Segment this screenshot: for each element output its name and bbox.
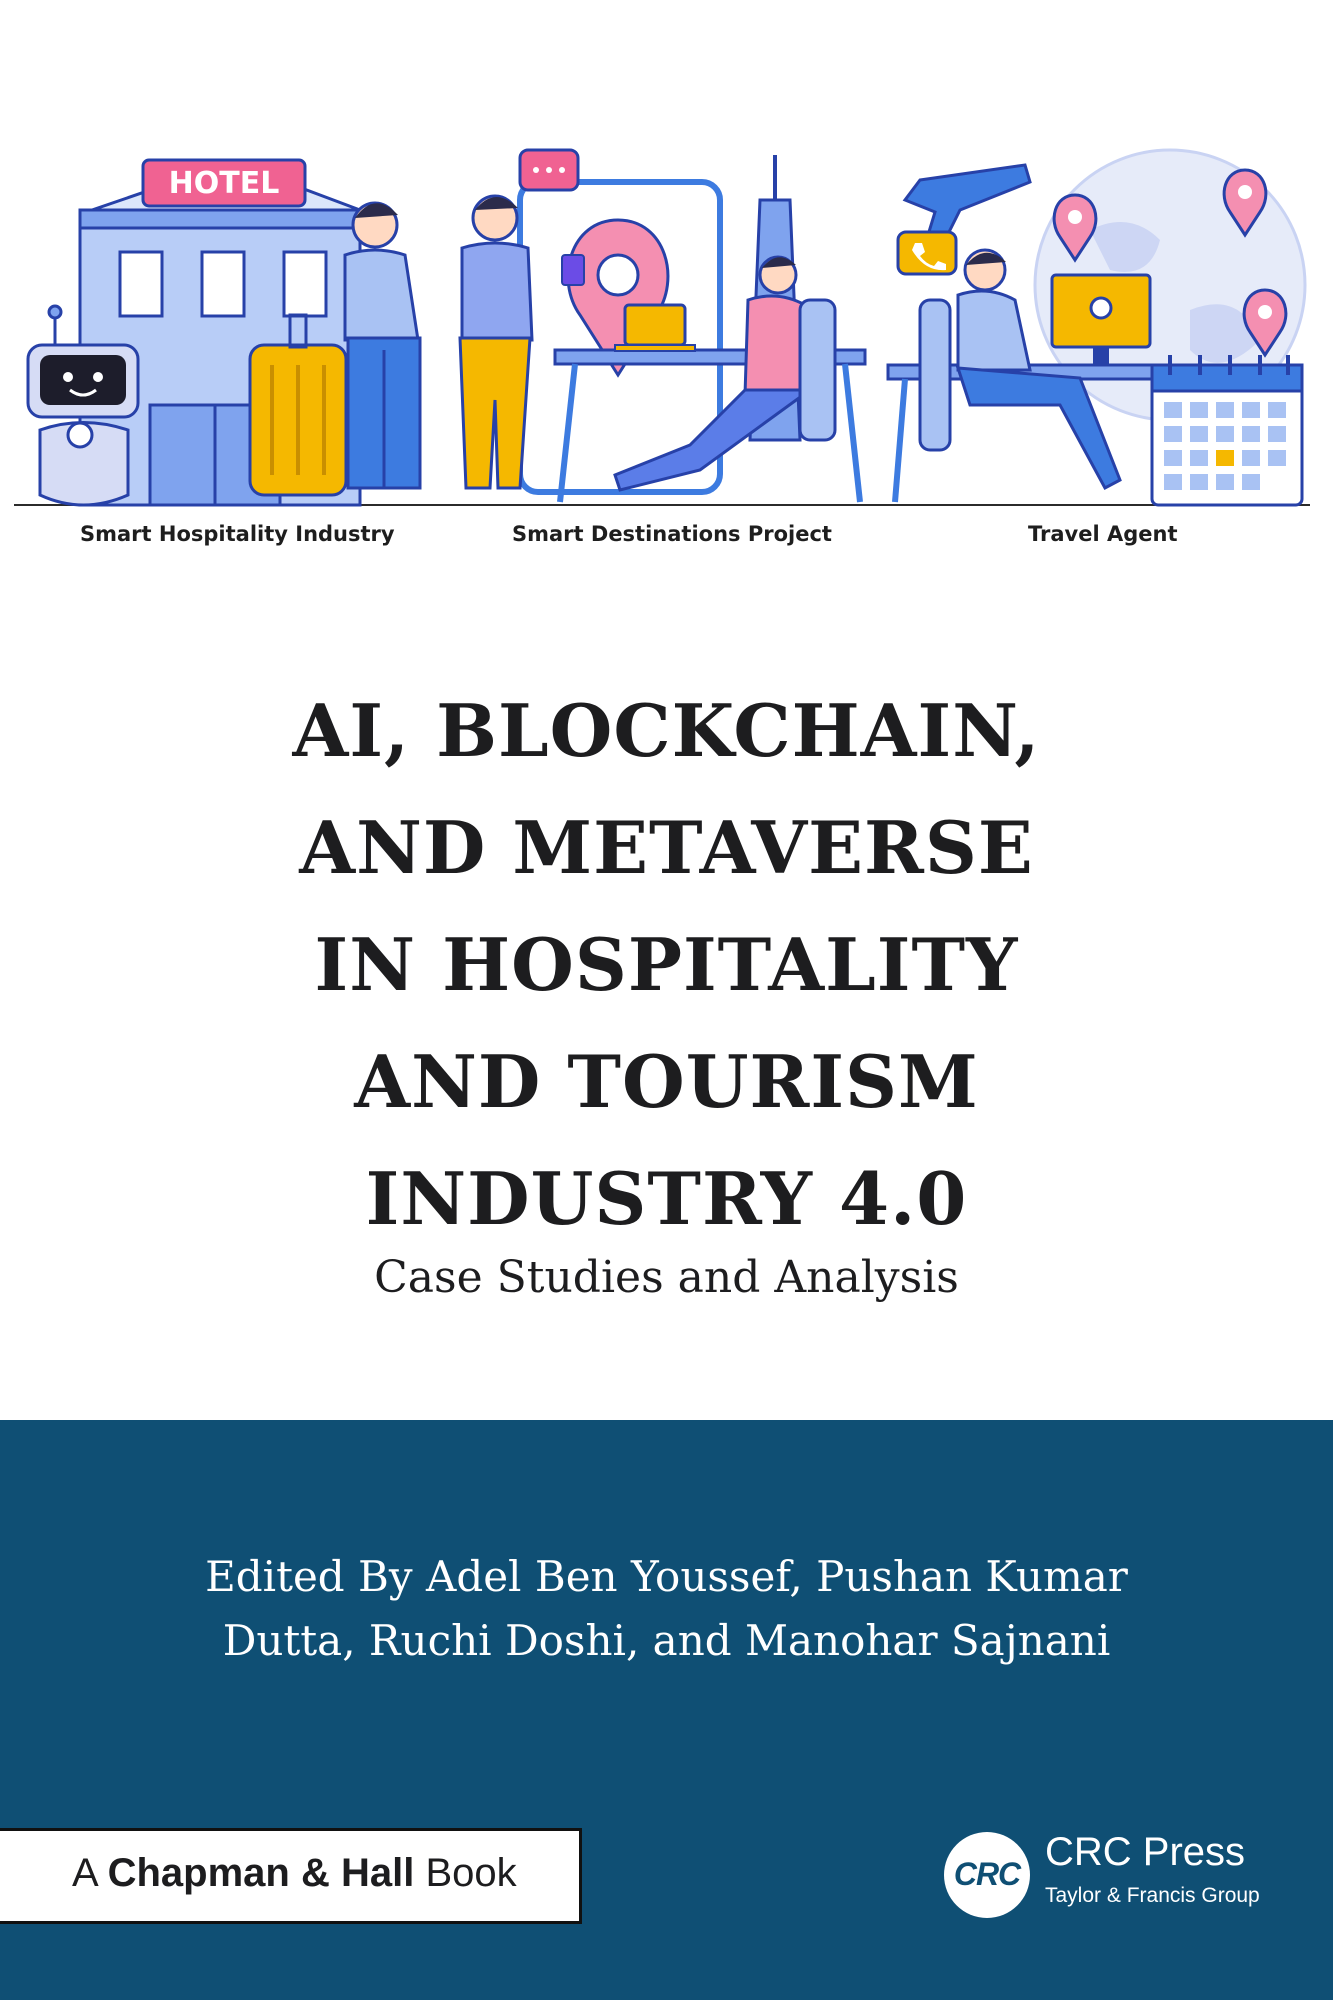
title-line: AND METAVERSE xyxy=(299,805,1034,890)
caption-smart-hospitality: Smart Hospitality Industry xyxy=(80,522,395,546)
series-suffix: Book xyxy=(425,1851,517,1895)
editors-line: Dutta, Ruchi Doshi, and Manohar Sajnani xyxy=(222,1616,1111,1665)
caption-travel-agent: Travel Agent xyxy=(1028,522,1178,546)
book-title xyxy=(0,672,1333,1257)
series-prefix: A xyxy=(72,1851,97,1895)
calendar-icon xyxy=(1152,355,1302,505)
laptop-icon xyxy=(615,305,695,351)
series-name: Chapman & Hall xyxy=(107,1851,415,1895)
caption-smart-destinations: Smart Destinations Project xyxy=(512,522,832,546)
title-line: IN HOSPITALITY xyxy=(314,922,1019,1007)
crc-logo-text: CRC xyxy=(953,1856,1021,1892)
series-badge xyxy=(0,1828,582,1924)
editors-line: Edited By Adel Ben Youssef, Pushan Kumar xyxy=(205,1552,1128,1601)
editors xyxy=(0,1545,1333,1673)
title-line: AND TOURISM xyxy=(354,1039,979,1124)
illustration xyxy=(0,140,1333,520)
book-subtitle: Case Studies and Analysis xyxy=(374,1252,959,1303)
title-line: AI, BLOCKCHAIN, xyxy=(292,688,1041,773)
crc-logo-icon xyxy=(944,1832,1030,1918)
series-label xyxy=(72,1851,517,1896)
phone-call-icon xyxy=(898,232,956,274)
hotel-sign: HOTEL xyxy=(168,166,280,201)
publisher-name: CRC Press xyxy=(1045,1830,1246,1874)
title-line: INDUSTRY 4.0 xyxy=(365,1156,968,1241)
publisher-group: Taylor & Francis Group xyxy=(1045,1884,1260,1907)
